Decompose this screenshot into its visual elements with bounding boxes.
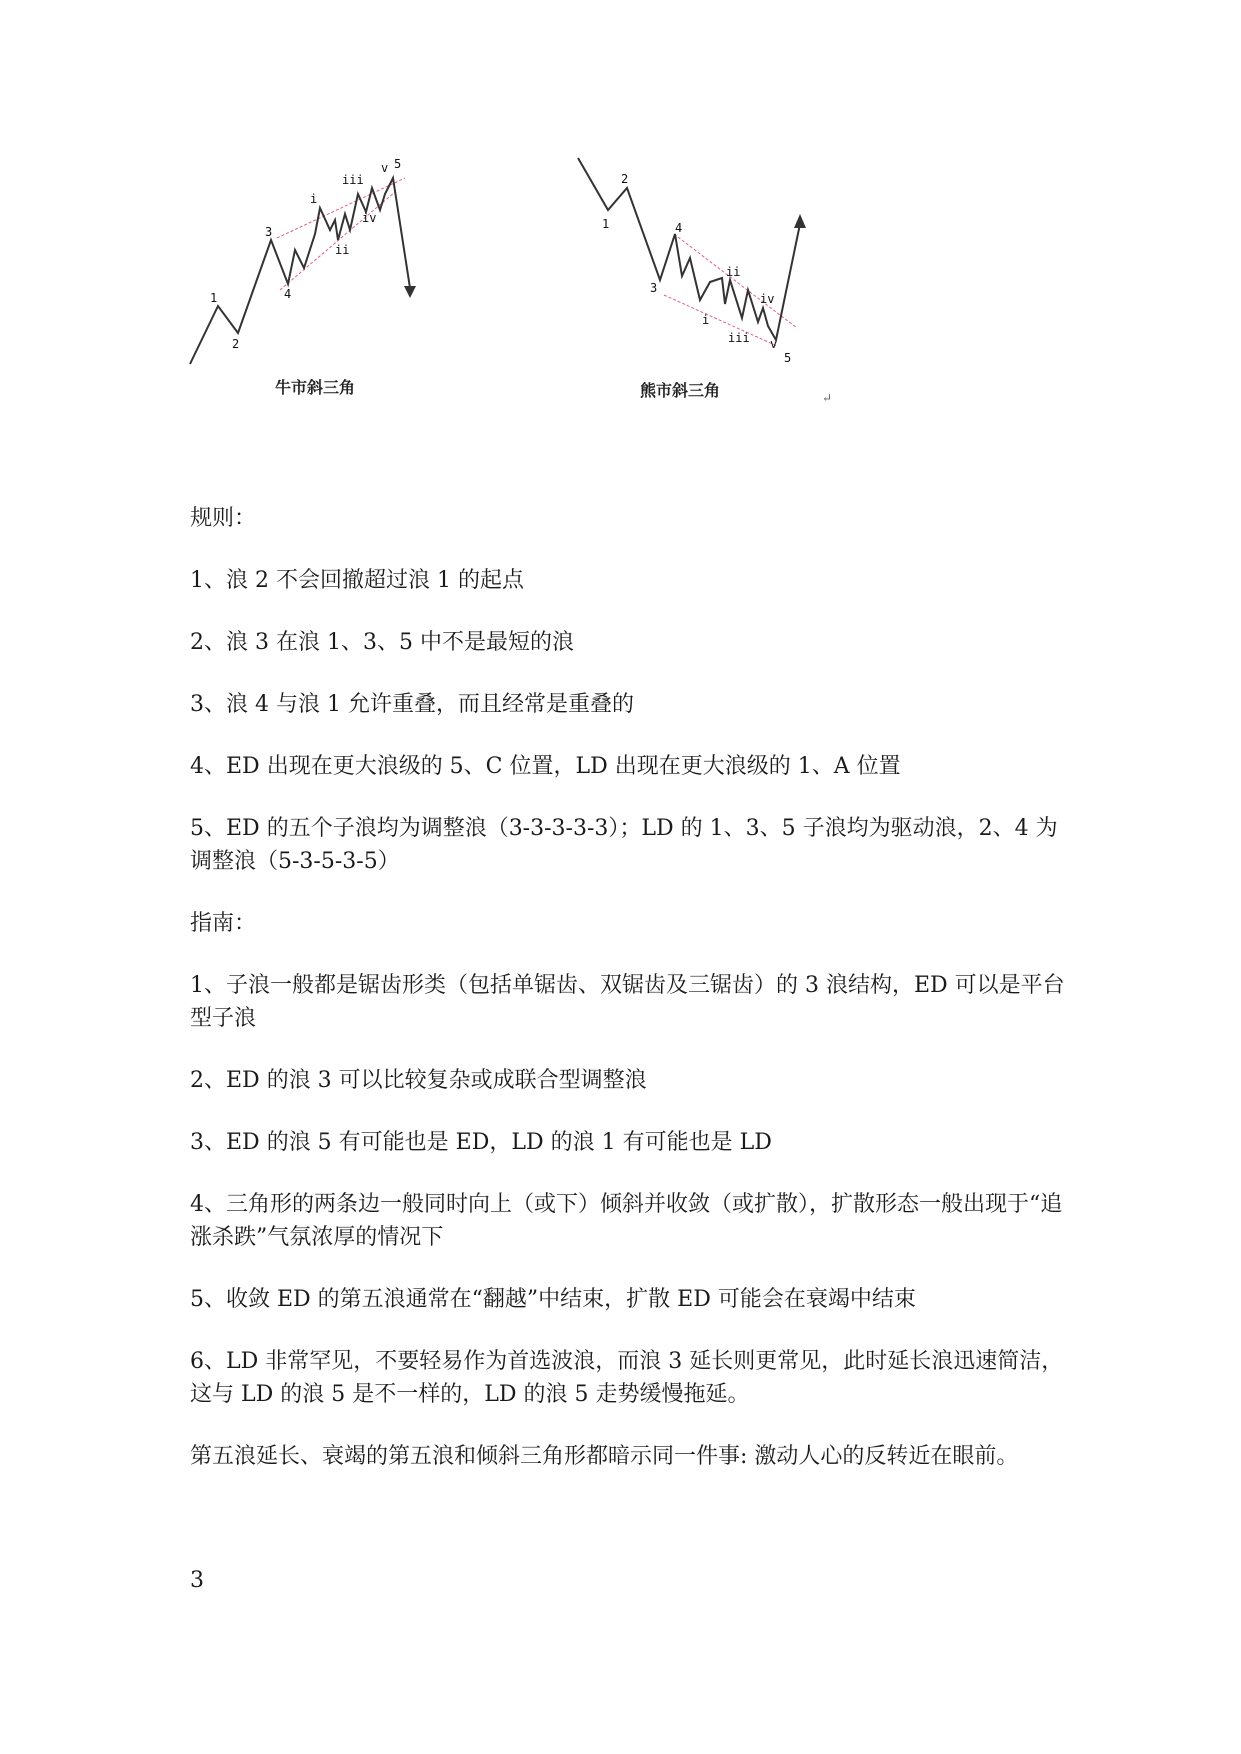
bear-caption: 熊市斜三角: [640, 381, 721, 400]
bear-label: 2: [621, 172, 629, 186]
rule-item: 2、浪 3 在浪 1、3、5 中不是最短的浪: [190, 630, 574, 655]
bull-label: i: [310, 192, 318, 206]
bull-label: iii: [342, 173, 364, 187]
bear-label: iv: [760, 292, 775, 306]
page-number: 3: [190, 1568, 204, 1593]
bull-wave-line: [190, 178, 410, 364]
return-mark-icon: ↵: [822, 391, 833, 405]
down-arrow-icon: [404, 286, 416, 298]
guide-heading: 指南：: [190, 911, 257, 936]
bull-label: 2: [232, 337, 240, 351]
bear-label: v: [770, 337, 778, 351]
bear-wave-line: [578, 158, 800, 340]
rule-item: 3、浪 4 与浪 1 允许重叠，而且经常是重叠的: [190, 692, 634, 717]
bear-label: 1: [602, 217, 610, 231]
up-arrow-icon: [794, 214, 806, 228]
bull-label: 3: [265, 225, 273, 239]
bull-label: v: [381, 161, 389, 175]
bull-label: 5: [394, 157, 402, 171]
guide-item: 1、子浪一般都是锯齿形类（包括单锯齿、双锯齿及三锯齿）的 3 浪结构，ED 可以是平台型子浪: [190, 973, 1065, 1031]
bull-diagonal-diagram: [190, 157, 416, 364]
bull-label: ii: [335, 243, 350, 257]
document-body: [190, 502, 1070, 1502]
guide-item: 2、ED 的浪 3 可以比较复杂或成联合型调整浪: [190, 1068, 647, 1093]
bear-label: iii: [728, 331, 750, 345]
bear-label: ii: [726, 265, 741, 279]
upper-trendline: [674, 234, 797, 328]
guide-item: 5、收敛 ED 的第五浪通常在“翻越”中结束，扩散 ED 可能会在衰竭中结束: [190, 1287, 916, 1312]
bull-label: 4: [284, 287, 292, 301]
guide-item: 4、三角形的两条边一般同时向上（或下）倾斜并收敛（或扩散），扩散形态一般出现于“追涨杀跌”气氛浓厚的情况下: [190, 1192, 1063, 1250]
rule-item: 5、ED 的五个子浪均为调整浪（3-3-3-3-3）；LD 的 1、3、5 子浪均为驱动浪，2、4 为调整浪（5-3-5-3-5）: [190, 816, 1058, 874]
guide-item: 6、LD 非常罕见，不要轻易作为首选波浪，而浪 3 延长则更常见，此时延长浪迅速简洁，这与 LD 的浪 5 是不一样的，LD 的浪 5 走势缓慢拖延。: [190, 1349, 1064, 1407]
bear-label: 5: [784, 351, 792, 365]
bear-label: 3: [650, 281, 658, 295]
elliott-diagonal-figure: [180, 150, 960, 450]
diagonal-diagrams: [180, 150, 960, 450]
rule-item: 4、ED 出现在更大浪级的 5、C 位置，LD 出现在更大浪级的 1、A 位置: [190, 754, 901, 779]
conclusion-paragraph: 第五浪延长、衰竭的第五浪和倾斜三角形都暗示同一件事: 激动人心的反转近在眼前。: [190, 1444, 1019, 1469]
bull-label: 1: [210, 291, 218, 305]
bear-label: 4: [675, 221, 683, 235]
bear-label: i: [702, 313, 710, 327]
bull-caption: 牛市斜三角: [275, 378, 356, 397]
guide-item: 3、ED 的浪 5 有可能也是 ED，LD 的浪 1 有可能也是 LD: [190, 1130, 772, 1155]
rule-item: 1、浪 2 不会回撤超过浪 1 的起点: [190, 568, 524, 593]
rules-heading: 规则：: [190, 506, 257, 531]
bull-label: iv: [362, 211, 377, 225]
bear-diagonal-diagram: [578, 158, 806, 365]
